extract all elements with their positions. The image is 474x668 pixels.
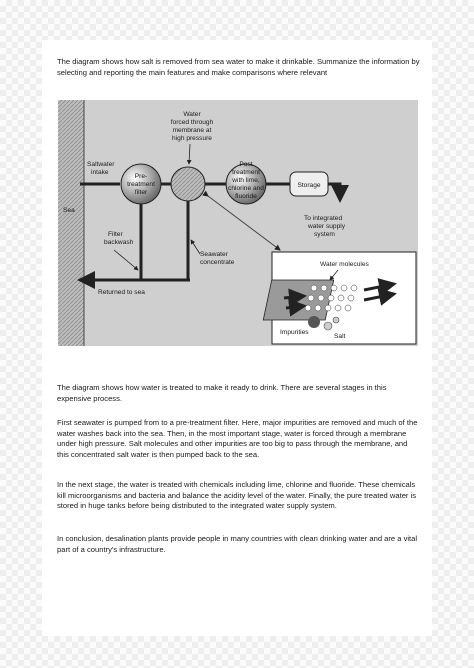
saltwater-intake-label-2: intake [91, 169, 109, 176]
returned-label: Returned to sea [98, 289, 145, 296]
essay-paragraph-2: First seawater is pumped from to a pre-treatment filter. Here, major impurities are removed and much of the water washes back into the sea. Then, in the most important stage, water is forced through a membrane under high pressure. Salt molecules and other impurities are too big to pass through the membrane, and this concentrated salt water is then pumped back to the sea. [57, 418, 418, 459]
salt-particle [324, 322, 332, 330]
membrane-note-2: forced through [170, 119, 214, 126]
post-treatment-label-2: treatment [232, 169, 260, 176]
pretreatment-label-1: Pre- [134, 173, 148, 180]
backwash-label-2: backwash [104, 239, 134, 246]
membrane-note-1: Water [183, 111, 201, 118]
storage-label: Storage [297, 182, 321, 189]
sea-label: Sea [63, 207, 75, 214]
concentrate-label-1: Seawater [200, 251, 228, 258]
inflow-arrow-2 [286, 306, 304, 308]
post-treatment-label-1: Post [239, 161, 253, 168]
salt-label: Salt [334, 333, 346, 340]
post-treatment-label-3: with lime, [232, 177, 260, 184]
impurities-label: Impurities [280, 329, 309, 336]
pretreatment-label-3: filter [134, 189, 148, 196]
membrane [171, 167, 205, 201]
supply-label-2: water supply [308, 223, 346, 230]
essay-paragraph-3: In the next stage, the water is treated with chemicals including lime, chlorine and fluoride. These chemicals kill microorganisms and bacteria and balance the acidity level of the water. Finally, the pure treated water is stored in huge tanks before being distributed to the integrated water supply system. [57, 480, 417, 511]
water-molecules-label: Water molecules [320, 261, 369, 268]
post-treatment-label-5: fluoride [235, 193, 257, 200]
membrane-note-3: membrane at [172, 127, 212, 134]
essay-paragraph-1: The diagram shows how water is treated to make it ready to drink. There are several stages in this expensive process. [57, 383, 387, 403]
pretreatment-label-2: treatment [127, 181, 155, 188]
diagram-canvas [58, 100, 418, 346]
concentrate-label-2: concentrate [200, 259, 235, 266]
supply-label-1: To integrated [304, 215, 343, 222]
membrane-note-4: high pressure [172, 135, 212, 142]
supply-label-3: system [314, 231, 335, 238]
inflow-arrow-1 [284, 296, 304, 298]
impurity-particle [308, 316, 320, 328]
desalination-diagram [58, 100, 418, 346]
task-prompt: The diagram shows how salt is removed from sea water to make it drinkable. Summanize the information by selecting and reporting the main features and make comparisons where relevant [57, 57, 420, 77]
sea-area [58, 100, 84, 346]
post-treatment-label-4: chlorine and [228, 185, 264, 192]
saltwater-intake-label-1: Saltwater [87, 161, 115, 168]
backwash-label-1: Filter [108, 231, 123, 238]
essay-paragraph-4: In conclusion, desalination plants provide people in many countries with clean drinking water and are a vital part of a country's infrastructure. [57, 534, 418, 554]
